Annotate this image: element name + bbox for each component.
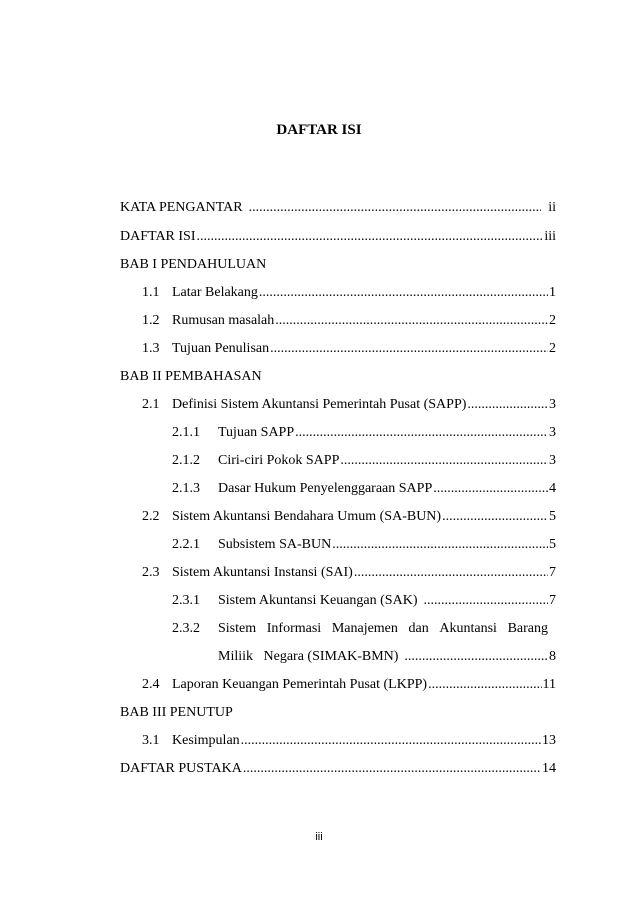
toc-label: Sistem Akuntansi Keuangan (SAK) [218, 593, 418, 608]
leader-dots [259, 283, 548, 303]
toc-entry-1-2[interactable] [142, 311, 556, 331]
toc-word: Informasi [266, 621, 322, 636]
toc-entry-2-3-2-line2[interactable] [218, 647, 556, 667]
toc-page-number: 3 [549, 397, 556, 412]
leader-dots [241, 731, 541, 751]
toc-page-number: iii [544, 229, 556, 244]
toc-page-number: 3 [549, 425, 556, 440]
toc-label: DAFTAR ISI [120, 229, 196, 244]
toc-entry-2-1-3[interactable] [172, 479, 556, 499]
toc-entry-1-1[interactable] [142, 283, 556, 303]
leader-dots [332, 535, 548, 555]
toc-label: Tujuan SAPP [218, 425, 295, 440]
toc-label: Sistem Akuntansi Bendahara Umum (SA-BUN) [172, 509, 442, 524]
toc-entry-kata-pengantar[interactable] [120, 198, 556, 218]
toc-section-number: 2.1.3 [172, 481, 200, 496]
toc-page-number: 5 [549, 537, 556, 552]
toc-label: Tujuan Penulisan [172, 341, 270, 356]
toc-label: KATA PENGANTAR [120, 200, 243, 215]
leader-dots [197, 227, 544, 247]
leader-dots [295, 423, 548, 443]
toc-entry-3-1[interactable] [142, 731, 556, 751]
toc-word: Akuntansi [439, 621, 497, 636]
toc-section-number: 2.1.2 [172, 453, 200, 468]
toc-entry-2-3[interactable] [142, 563, 556, 583]
toc-label: Latar Belakang [172, 285, 258, 300]
toc-word: Manajemen [331, 621, 398, 636]
toc-page-number: 13 [542, 733, 556, 748]
leader-dots [340, 451, 548, 471]
toc-entry-2-3-1[interactable] [172, 591, 556, 611]
toc-label: DAFTAR PUSTAKA [120, 761, 242, 776]
toc-word: Sistem [218, 621, 257, 636]
leader-dots [249, 198, 542, 218]
toc-label: Kesimpulan [172, 733, 240, 748]
toc-entry-1-3[interactable] [142, 339, 556, 359]
toc-entry-2-4[interactable] [142, 675, 556, 695]
leader-dots [423, 591, 548, 611]
toc-page-number: 5 [549, 509, 556, 524]
toc-label: Ciri-ciri Pokok SAPP [218, 453, 340, 468]
leader-dots [404, 647, 548, 667]
toc-section-number: 3.1 [142, 733, 160, 748]
toc-section-number: 1.2 [142, 313, 160, 328]
leader-dots [442, 507, 548, 527]
toc-section-number: 2.1 [142, 397, 160, 412]
toc-section-number: 2.3 [142, 565, 160, 580]
toc-entry-2-2[interactable] [142, 507, 556, 527]
toc-page-number: 3 [549, 453, 556, 468]
toc-entry-2-1-1[interactable] [172, 423, 556, 443]
toc-entry-daftar-isi[interactable] [120, 227, 556, 247]
leader-dots [433, 479, 548, 499]
toc-label: Subsistem SA-BUN [218, 537, 332, 552]
toc-section-number: 2.3.1 [172, 593, 200, 608]
toc-chapter-bab-3: BAB III PENUTUP [120, 705, 233, 720]
toc-page-number: 2 [549, 313, 556, 328]
toc-word: dan [408, 621, 429, 636]
leader-dots [354, 563, 548, 583]
toc-section-number: 2.2.1 [172, 537, 200, 552]
toc-section-number: 2.2 [142, 509, 160, 524]
toc-page-number: 4 [549, 481, 556, 496]
toc-label: Laporan Keuangan Pemerintah Pusat (LKPP) [172, 677, 428, 692]
toc-section-number: 1.1 [142, 285, 160, 300]
leader-dots [275, 311, 548, 331]
toc-page-number: 8 [549, 649, 556, 664]
toc-label: Dasar Hukum Penyelenggaraan SAPP [218, 481, 433, 496]
toc-page-number: ii [548, 200, 556, 215]
toc-entry-2-1-2[interactable] [172, 451, 556, 471]
toc-section-number: 2.4 [142, 677, 160, 692]
toc-label: Sistem Akuntansi Instansi (SAI) [172, 565, 353, 580]
toc-entry-2-1[interactable] [142, 395, 556, 415]
toc-page-number: 14 [542, 761, 556, 776]
toc-page-number: 2 [549, 341, 556, 356]
toc-section-number: 2.3.2 [172, 621, 200, 636]
leader-dots [243, 759, 541, 779]
toc-section-number: 1.3 [142, 341, 160, 356]
toc-chapter-bab-1: BAB I PENDAHULUAN [120, 257, 267, 272]
toc-word: Barang [507, 621, 548, 636]
leader-dots [467, 395, 548, 415]
toc-label: Miliik Negara (SIMAK-BMN) [218, 649, 399, 664]
page-title: DAFTAR ISI [276, 122, 362, 138]
toc-page-number: 7 [549, 593, 556, 608]
leader-dots [270, 339, 548, 359]
toc-entry-2-3-2-line1[interactable] [218, 619, 548, 639]
toc-page-number: 1 [549, 285, 556, 300]
toc-chapter-bab-2: BAB II PEMBAHASAN [120, 369, 262, 384]
toc-entry-daftar-pustaka[interactable] [120, 759, 556, 779]
toc-section-number: 2.1.1 [172, 425, 200, 440]
toc-label: Rumusan masalah [172, 313, 275, 328]
toc-page-number: 11 [542, 677, 556, 692]
toc-entry-2-2-1[interactable] [172, 535, 556, 555]
leader-dots [428, 675, 541, 695]
page-number-footer: iii [315, 831, 323, 843]
toc-page-number: 7 [549, 565, 556, 580]
toc-label: Definisi Sistem Akuntansi Pemerintah Pusat (SAPP) [172, 397, 467, 412]
table-of-contents [0, 198, 638, 758]
